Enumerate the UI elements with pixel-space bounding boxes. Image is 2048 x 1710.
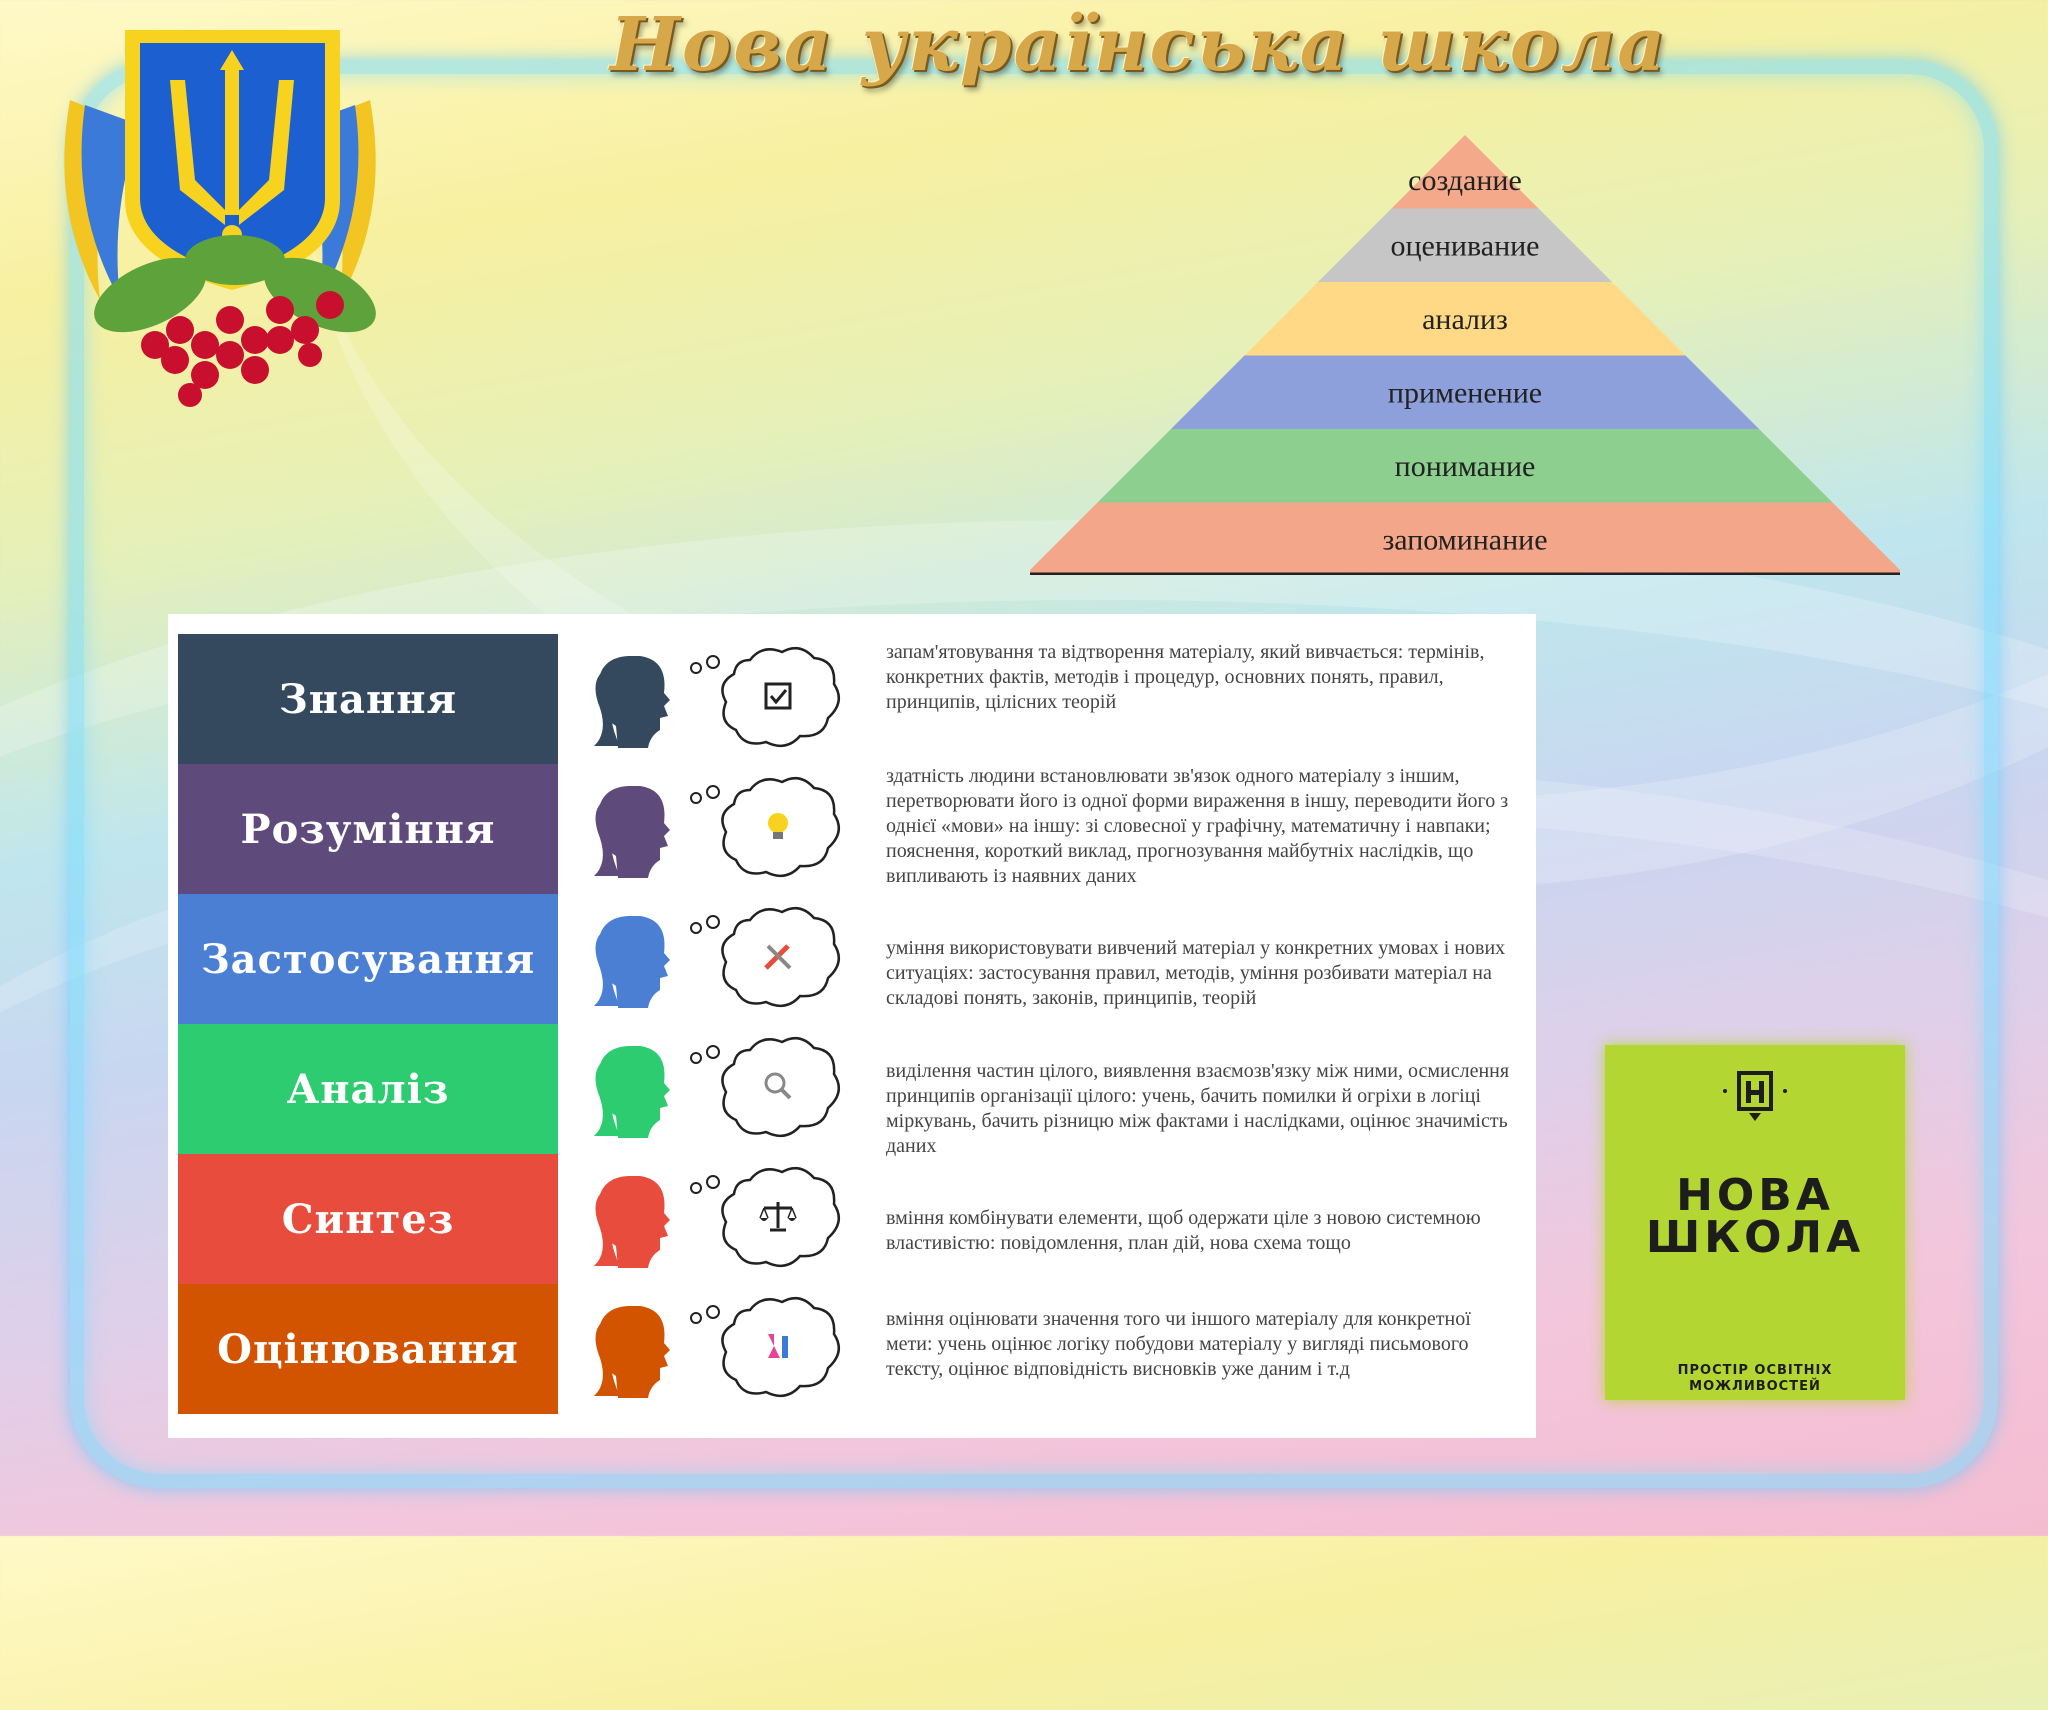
- thinking-head-group: [578, 768, 878, 890]
- taxonomy-level-label: Розуміння: [178, 764, 558, 894]
- taxonomy-description: виділення частин цілого, виявлення взаємозв'язку між ними, осмислення принципів організації цілого: учень, бачить помилки й огріхи в логіці міркувань, бачить різницю між фактами і наслідками, оцінює значимість даних: [886, 1060, 1510, 1157]
- thinking-head-group: [578, 1288, 878, 1410]
- taxonomy-description: уміння використовувати вивчений матеріал у конкретних умовах і нових ситуаціях: застосування правил, методів, уміння розбивати матеріал на складові понять, законів, принципів, теорій: [886, 937, 1506, 1009]
- taxonomy-description: здатність людини встановлювати зв'язок одного матеріалу з іншим, перетворювати його із одної форми вираження в іншу, переводити його з однієї «мови» на іншу: зі словесної у графічну, математичну і навпаки; пояснення, короткий виклад, прогнозування майбутніх наслідків, що випливають із наявних даних: [886, 765, 1509, 887]
- thinking-head-group: [578, 1028, 878, 1150]
- thinking-head-group: [578, 1158, 878, 1280]
- thought-dot-icon: [691, 1053, 701, 1063]
- thought-dot-icon: [707, 916, 719, 928]
- head-silhouette-icon: [594, 786, 670, 878]
- thought-dot-icon: [691, 1313, 701, 1323]
- pyramid-level-label: оценивание: [1390, 229, 1540, 263]
- thought-dot-icon: [691, 793, 701, 803]
- taxonomy-description: запам'ятовування та відтворення матеріалу, який вивчається: термінів, конкретних фактів, методів і процедур, основних понять, правил, принципів, цілісних теорій: [886, 641, 1485, 713]
- blooms-pyramid: [1030, 135, 1900, 575]
- thought-dot-icon: [707, 786, 719, 798]
- taxonomy-level-label: Синтез: [178, 1154, 558, 1284]
- head-silhouette-icon: [594, 656, 670, 748]
- thought-dot-icon: [707, 656, 719, 668]
- book-title-line1: НОВА: [1676, 1170, 1834, 1221]
- taxonomy-description: вміння оцінювати значення того чи іншого матеріалу для конкретної мети: учень оцінює логіку побудови матеріалу у вигляді письмового тексту, оцінює відповідність висновків уже даним і т.д: [886, 1308, 1471, 1380]
- pyramid-level-label: применение: [1387, 376, 1543, 410]
- pyramid-level-label: понимание: [1394, 449, 1536, 483]
- pyramid-level-label: запоминание: [1382, 523, 1548, 557]
- thinking-head-group: [578, 898, 878, 1020]
- book-subtitle-line1: ПРОСТІР ОСВІТНІХ: [1677, 1363, 1833, 1378]
- nova-shkola-book: [1605, 1045, 1905, 1400]
- pyramid-level-label: анализ: [1422, 302, 1508, 336]
- book-subtitle: [1605, 1363, 1905, 1395]
- taxonomy-description: вміння комбінувати елементи, щоб одержати ціле з новою системною властивістю: повідомлення, план дій, нова схема тощо: [886, 1207, 1481, 1254]
- head-silhouette-icon: [594, 1046, 670, 1138]
- taxonomy-level-label: Оцінювання: [178, 1284, 558, 1414]
- thought-dot-icon: [691, 923, 701, 933]
- taxonomy-level-label: Аналіз: [178, 1024, 558, 1154]
- thought-cloud-icon: [722, 1038, 838, 1136]
- coat-of-arms-icon: [30, 10, 410, 410]
- thought-dot-icon: [691, 663, 701, 673]
- thought-cloud-icon: [722, 1298, 838, 1396]
- book-subtitle-line2: МОЖЛИВОСТЕЙ: [1689, 1379, 1821, 1394]
- taxonomy-panel: [168, 614, 1536, 1438]
- thought-dot-icon: [707, 1306, 719, 1318]
- head-silhouette-icon: [594, 916, 670, 1008]
- thought-dot-icon: [707, 1046, 719, 1058]
- thought-cloud-icon: [722, 1168, 838, 1266]
- pyramid-level-label: создание: [1408, 164, 1522, 197]
- thought-dot-icon: [707, 1176, 719, 1188]
- head-silhouette-icon: [594, 1176, 670, 1268]
- head-silhouette-icon: [594, 1306, 670, 1398]
- page-title: Нова українська школа: [610, 2, 1668, 88]
- thinking-head-group: [578, 638, 878, 760]
- book-title: [1605, 1170, 1905, 1263]
- taxonomy-level-label: Знання: [178, 634, 558, 764]
- taxonomy-level-label: Застосування: [178, 894, 558, 1024]
- thought-dot-icon: [691, 1183, 701, 1193]
- school-logo-icon: [1715, 1067, 1795, 1127]
- book-title-line2: ШКОЛА: [1645, 1212, 1865, 1263]
